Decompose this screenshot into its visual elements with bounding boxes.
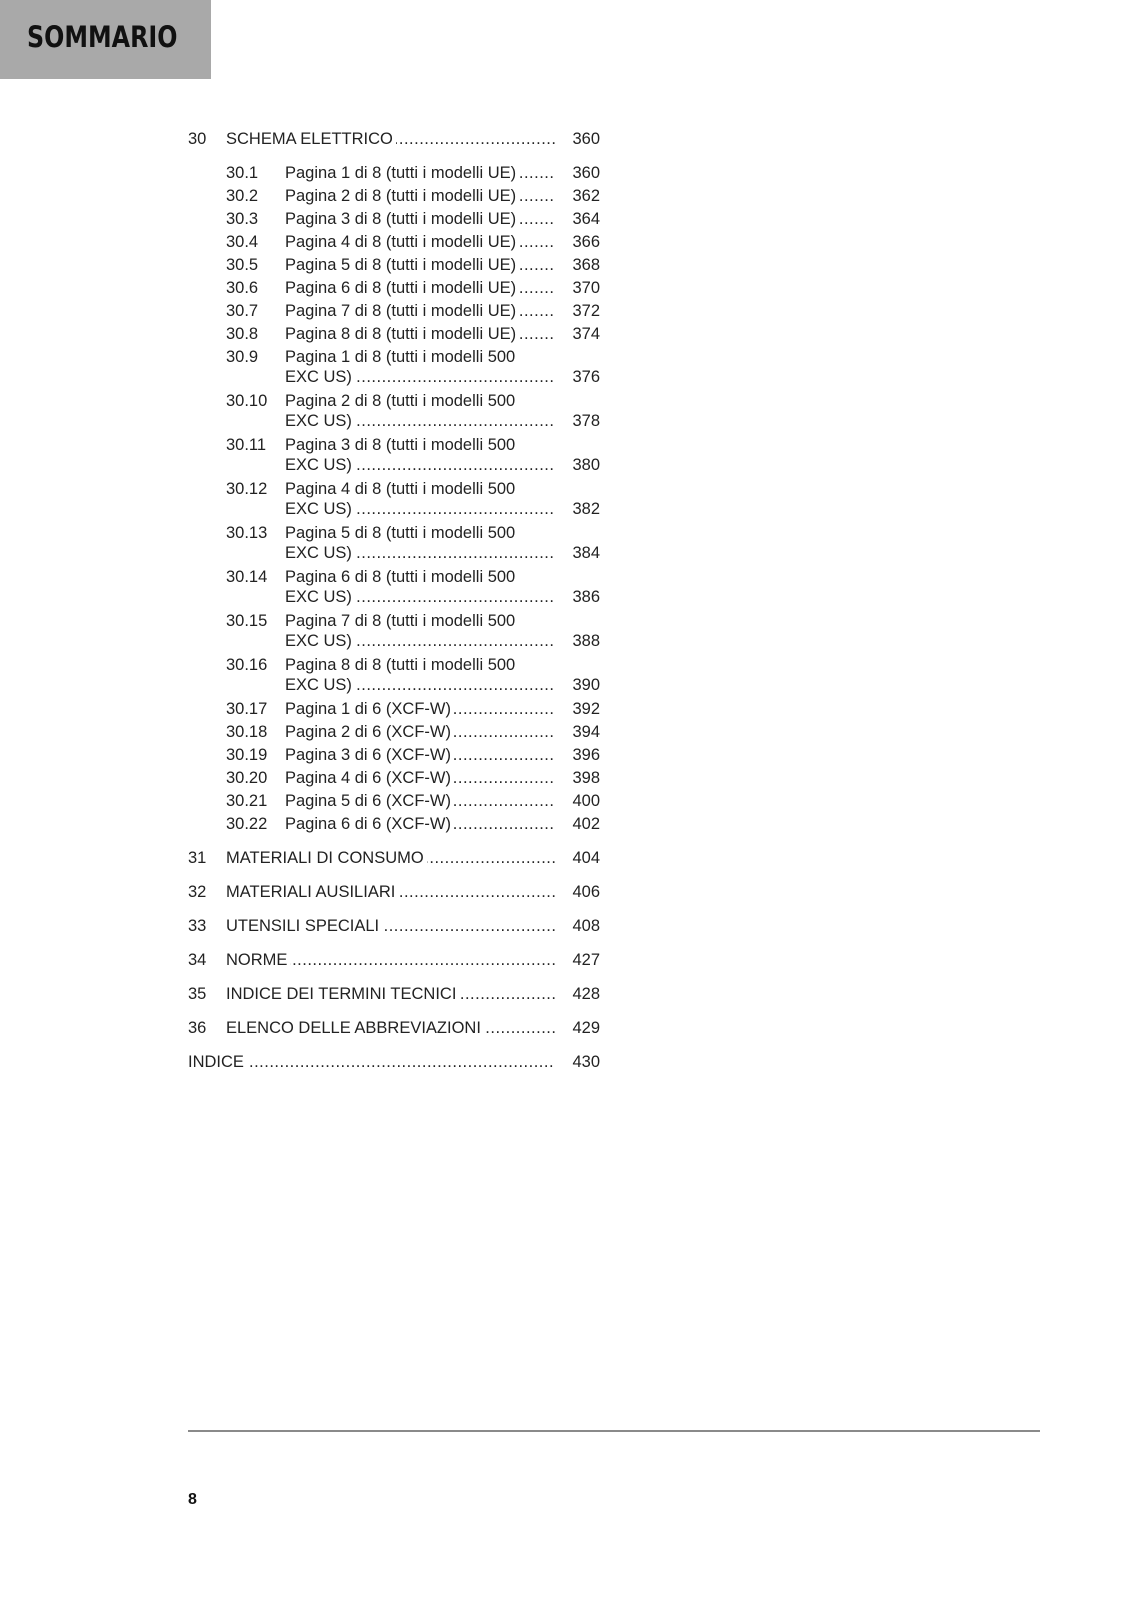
toc-entry-page: 372 xyxy=(572,302,600,320)
toc-entry-title xyxy=(285,654,555,676)
toc-entry-title-text: UTENSILI SPECIALI xyxy=(226,917,382,935)
toc-entry-title xyxy=(285,434,555,456)
toc-entry-number: 30.2 xyxy=(226,187,259,205)
toc-entry-title-text: MATERIALI AUSILIARI xyxy=(226,883,398,901)
toc-entry-number: 30.5 xyxy=(226,256,259,274)
toc-entry-title-text: Pagina 8 di 8 (tutti i modelli UE) xyxy=(285,325,519,343)
toc-entry-page: 380 xyxy=(572,456,600,474)
toc-entry-title-text: EXC US) xyxy=(285,500,355,518)
section-title: SOMMARIO xyxy=(27,20,178,54)
toc-entry-page: 366 xyxy=(572,233,600,251)
toc-entry-page: 388 xyxy=(572,632,600,650)
toc-entry-number: 30.6 xyxy=(226,279,259,297)
toc-entry-title-text: Pagina 4 di 6 (XCF-W) xyxy=(285,769,454,787)
toc-entry-title xyxy=(285,498,555,520)
toc-entry-title-text: Pagina 3 di 8 (tutti i modelli UE) xyxy=(285,210,519,228)
toc-entry-title xyxy=(285,254,555,276)
toc-entry-title xyxy=(285,630,555,652)
toc-entry[interactable] xyxy=(188,813,600,835)
toc-entry-number: 30 xyxy=(188,130,207,148)
toc-entry[interactable] xyxy=(188,522,600,544)
toc-entry-page: 382 xyxy=(572,500,600,518)
toc-entry[interactable] xyxy=(188,790,600,812)
toc-entry-page: 430 xyxy=(572,1053,600,1071)
toc-entry[interactable] xyxy=(188,949,600,971)
toc-entry[interactable] xyxy=(188,1017,600,1039)
toc-entry-title xyxy=(226,847,555,869)
toc-entry-title xyxy=(226,881,555,903)
toc-entry-number: 30.10 xyxy=(226,392,268,410)
toc-entry-title-text: EXC US) xyxy=(285,412,355,430)
toc-entry-number: 30.4 xyxy=(226,233,259,251)
toc-entry-number: 30.14 xyxy=(226,568,268,586)
toc-entry-number: 35 xyxy=(188,985,207,1003)
toc-entry-number: 30.19 xyxy=(226,746,268,764)
toc-entry[interactable] xyxy=(188,654,600,676)
toc-entry-title-text: EXC US) xyxy=(285,632,355,650)
toc-entry-title-text: Pagina 7 di 8 (tutti i modelli UE) xyxy=(285,302,519,320)
toc-entry-title-text: Pagina 4 di 8 (tutti i modelli 500 xyxy=(285,480,518,498)
toc-entry-number: 30.17 xyxy=(226,700,268,718)
toc-entry[interactable] xyxy=(188,566,600,588)
toc-entry[interactable] xyxy=(188,881,600,903)
toc-entry[interactable] xyxy=(188,610,600,632)
toc-entry[interactable] xyxy=(188,300,600,322)
toc-entry-page: 408 xyxy=(572,917,600,935)
toc-entry-page: 428 xyxy=(572,985,600,1003)
toc-entry[interactable] xyxy=(188,586,600,608)
toc-entry[interactable] xyxy=(188,410,600,432)
toc-entry[interactable] xyxy=(188,434,600,456)
toc-entry-title xyxy=(226,983,555,1005)
toc-entry-title xyxy=(285,454,555,476)
toc-entry[interactable] xyxy=(188,390,600,412)
toc-entry[interactable] xyxy=(188,208,600,230)
toc-entry-number: 30.3 xyxy=(226,210,259,228)
toc-entry-title xyxy=(188,1051,555,1073)
toc-entry[interactable] xyxy=(188,478,600,500)
toc-entry-number: 30.16 xyxy=(226,656,268,674)
toc-entry-title-text: INDICE DEI TERMINI TECNICI xyxy=(226,985,459,1003)
toc-entry-number: 30.9 xyxy=(226,348,259,366)
toc-entry-title-text: Pagina 2 di 8 (tutti i modelli UE) xyxy=(285,187,519,205)
toc-entry-title xyxy=(226,915,555,937)
toc-entry-title xyxy=(285,790,555,812)
toc-entry-number: 30.15 xyxy=(226,612,268,630)
toc-entry-title xyxy=(285,323,555,345)
toc-entry-title xyxy=(285,162,555,184)
toc-entry-title-text: ELENCO DELLE ABBREVIAZIONI xyxy=(226,1019,484,1037)
toc-entry-title-text: Pagina 2 di 6 (XCF-W) xyxy=(285,723,454,741)
toc-entry-title-text: Pagina 1 di 8 (tutti i modelli UE) xyxy=(285,164,519,182)
toc-entry-title xyxy=(285,208,555,230)
toc-entry-number: 30.20 xyxy=(226,769,268,787)
toc-entry-page: 374 xyxy=(572,325,600,343)
toc-entry-title-text: Pagina 8 di 8 (tutti i modelli 500 xyxy=(285,656,518,674)
toc-entry-page: 429 xyxy=(572,1019,600,1037)
toc-entry[interactable] xyxy=(188,185,600,207)
toc-entry-title-text: Pagina 3 di 8 (tutti i modelli 500 xyxy=(285,436,518,454)
toc-entry-title-text: Pagina 1 di 6 (XCF-W) xyxy=(285,700,454,718)
toc-entry[interactable] xyxy=(188,366,600,388)
toc-entry[interactable] xyxy=(188,162,600,184)
toc-entry-title xyxy=(285,522,555,544)
toc-entry-title-text: Pagina 3 di 6 (XCF-W) xyxy=(285,746,454,764)
toc-entry[interactable] xyxy=(188,231,600,253)
toc-entry-title xyxy=(285,390,555,412)
toc-entry[interactable] xyxy=(188,128,600,150)
toc-entry-title xyxy=(285,277,555,299)
toc-entry-page: 398 xyxy=(572,769,600,787)
toc-entry-number: 30.7 xyxy=(226,302,259,320)
toc-entry-title-text: Pagina 5 di 8 (tutti i modelli UE) xyxy=(285,256,519,274)
toc-entry[interactable] xyxy=(188,542,600,564)
toc-entry-number: 31 xyxy=(188,849,207,867)
toc-entry-number: 30.11 xyxy=(226,436,267,454)
toc-entry-title xyxy=(285,478,555,500)
toc-entry-title-text: MATERIALI DI CONSUMO xyxy=(226,849,427,867)
toc-entry-title-text: Pagina 7 di 8 (tutti i modelli 500 xyxy=(285,612,518,630)
toc-entry-title xyxy=(226,1017,555,1039)
toc-entry[interactable] xyxy=(188,983,600,1005)
toc-entry-number: 30.1 xyxy=(226,164,259,182)
toc-entry-page: 386 xyxy=(572,588,600,606)
toc-entry[interactable] xyxy=(188,847,600,869)
toc-entry-title xyxy=(285,767,555,789)
toc-entry-title-text: Pagina 1 di 8 (tutti i modelli 500 xyxy=(285,348,518,366)
toc-entry-title-text: EXC US) xyxy=(285,544,355,562)
toc-entry[interactable] xyxy=(188,346,600,368)
toc-entry-title xyxy=(285,698,555,720)
toc-entry-title xyxy=(285,300,555,322)
toc-entry-title-text: Pagina 2 di 8 (tutti i modelli 500 xyxy=(285,392,518,410)
toc-entry-title-text: EXC US) xyxy=(285,676,355,694)
toc-entry-title xyxy=(285,674,555,696)
toc-entry[interactable] xyxy=(188,277,600,299)
section-header-tab xyxy=(0,0,211,79)
toc-entry-number: 30.21 xyxy=(226,792,268,810)
toc-entry-page: 400 xyxy=(572,792,600,810)
toc-entry-page: 404 xyxy=(572,849,600,867)
toc-entry-title xyxy=(285,586,555,608)
toc-entry-title xyxy=(285,813,555,835)
toc-entry[interactable] xyxy=(188,323,600,345)
toc-entry-page: 364 xyxy=(572,210,600,228)
toc-entry-title-text: EXC US) xyxy=(285,456,355,474)
toc-entry-page: 394 xyxy=(572,723,600,741)
toc-entry-title xyxy=(285,542,555,564)
toc-entry-title xyxy=(285,744,555,766)
toc-entry-title-text: Pagina 5 di 6 (XCF-W) xyxy=(285,792,454,810)
toc-entry-number: 34 xyxy=(188,951,207,969)
toc-entry[interactable] xyxy=(188,498,600,520)
toc-entry-title xyxy=(285,346,555,368)
toc-entry-title xyxy=(285,610,555,632)
toc-entry-page: 370 xyxy=(572,279,600,297)
toc-entry[interactable] xyxy=(188,744,600,766)
toc-entry-number: 33 xyxy=(188,917,207,935)
toc-entry-page: 378 xyxy=(572,412,600,430)
toc-entry-title xyxy=(285,410,555,432)
toc-entry-page: 360 xyxy=(572,164,600,182)
toc-entry-title-text: Pagina 4 di 8 (tutti i modelli UE) xyxy=(285,233,519,251)
toc-entry-title-text: INDICE xyxy=(188,1053,247,1071)
toc-entry[interactable] xyxy=(188,254,600,276)
toc-entry-number: 30.12 xyxy=(226,480,268,498)
toc-entry[interactable] xyxy=(188,767,600,789)
toc-entry-title-text: Pagina 6 di 8 (tutti i modelli UE) xyxy=(285,279,519,297)
toc-entry-page: 362 xyxy=(572,187,600,205)
toc-entry-title xyxy=(226,949,555,971)
toc-entry-page: 390 xyxy=(572,676,600,694)
toc-entry-title xyxy=(285,185,555,207)
toc-entry-page: 402 xyxy=(572,815,600,833)
toc-entry[interactable] xyxy=(188,630,600,652)
toc-entry-title xyxy=(226,128,555,150)
toc-entry-title xyxy=(285,366,555,388)
toc-entry-number: 30.8 xyxy=(226,325,259,343)
toc-entry-title-text: EXC US) xyxy=(285,588,355,606)
toc-entry[interactable] xyxy=(188,1051,600,1073)
toc-entry-page: 392 xyxy=(572,700,600,718)
toc-entry-title-text: Pagina 6 di 6 (XCF-W) xyxy=(285,815,454,833)
toc-entry-title xyxy=(285,231,555,253)
toc-entry-page: 427 xyxy=(572,951,600,969)
toc-entry-number: 36 xyxy=(188,1019,207,1037)
toc-entry-title-text: SCHEMA ELETTRICO xyxy=(226,130,396,148)
toc-entry-number: 30.13 xyxy=(226,524,268,542)
toc-entry-page: 360 xyxy=(572,130,600,148)
toc-entry-page: 396 xyxy=(572,746,600,764)
page-number: 8 xyxy=(188,1491,197,1508)
toc-entry-title xyxy=(285,566,555,588)
toc-entry-page: 406 xyxy=(572,883,600,901)
toc-entry-title-text: NORME xyxy=(226,951,290,969)
toc-entry[interactable] xyxy=(188,674,600,696)
toc-entry[interactable] xyxy=(188,454,600,476)
toc-entry[interactable] xyxy=(188,915,600,937)
toc-entry[interactable] xyxy=(188,698,600,720)
toc-entry-page: 384 xyxy=(572,544,600,562)
toc-entry[interactable] xyxy=(188,721,600,743)
toc-entry-page: 376 xyxy=(572,368,600,386)
toc-entry-number: 30.22 xyxy=(226,815,268,833)
toc-entry-title-text: Pagina 6 di 8 (tutti i modelli 500 xyxy=(285,568,518,586)
toc-entry-number: 30.18 xyxy=(226,723,268,741)
toc-entry-number: 32 xyxy=(188,883,207,901)
toc-entry-page: 368 xyxy=(572,256,600,274)
footer-divider xyxy=(188,1430,1040,1432)
toc-entry-title-text: EXC US) xyxy=(285,368,355,386)
toc-entry-title xyxy=(285,721,555,743)
toc-entry-title-text: Pagina 5 di 8 (tutti i modelli 500 xyxy=(285,524,518,542)
